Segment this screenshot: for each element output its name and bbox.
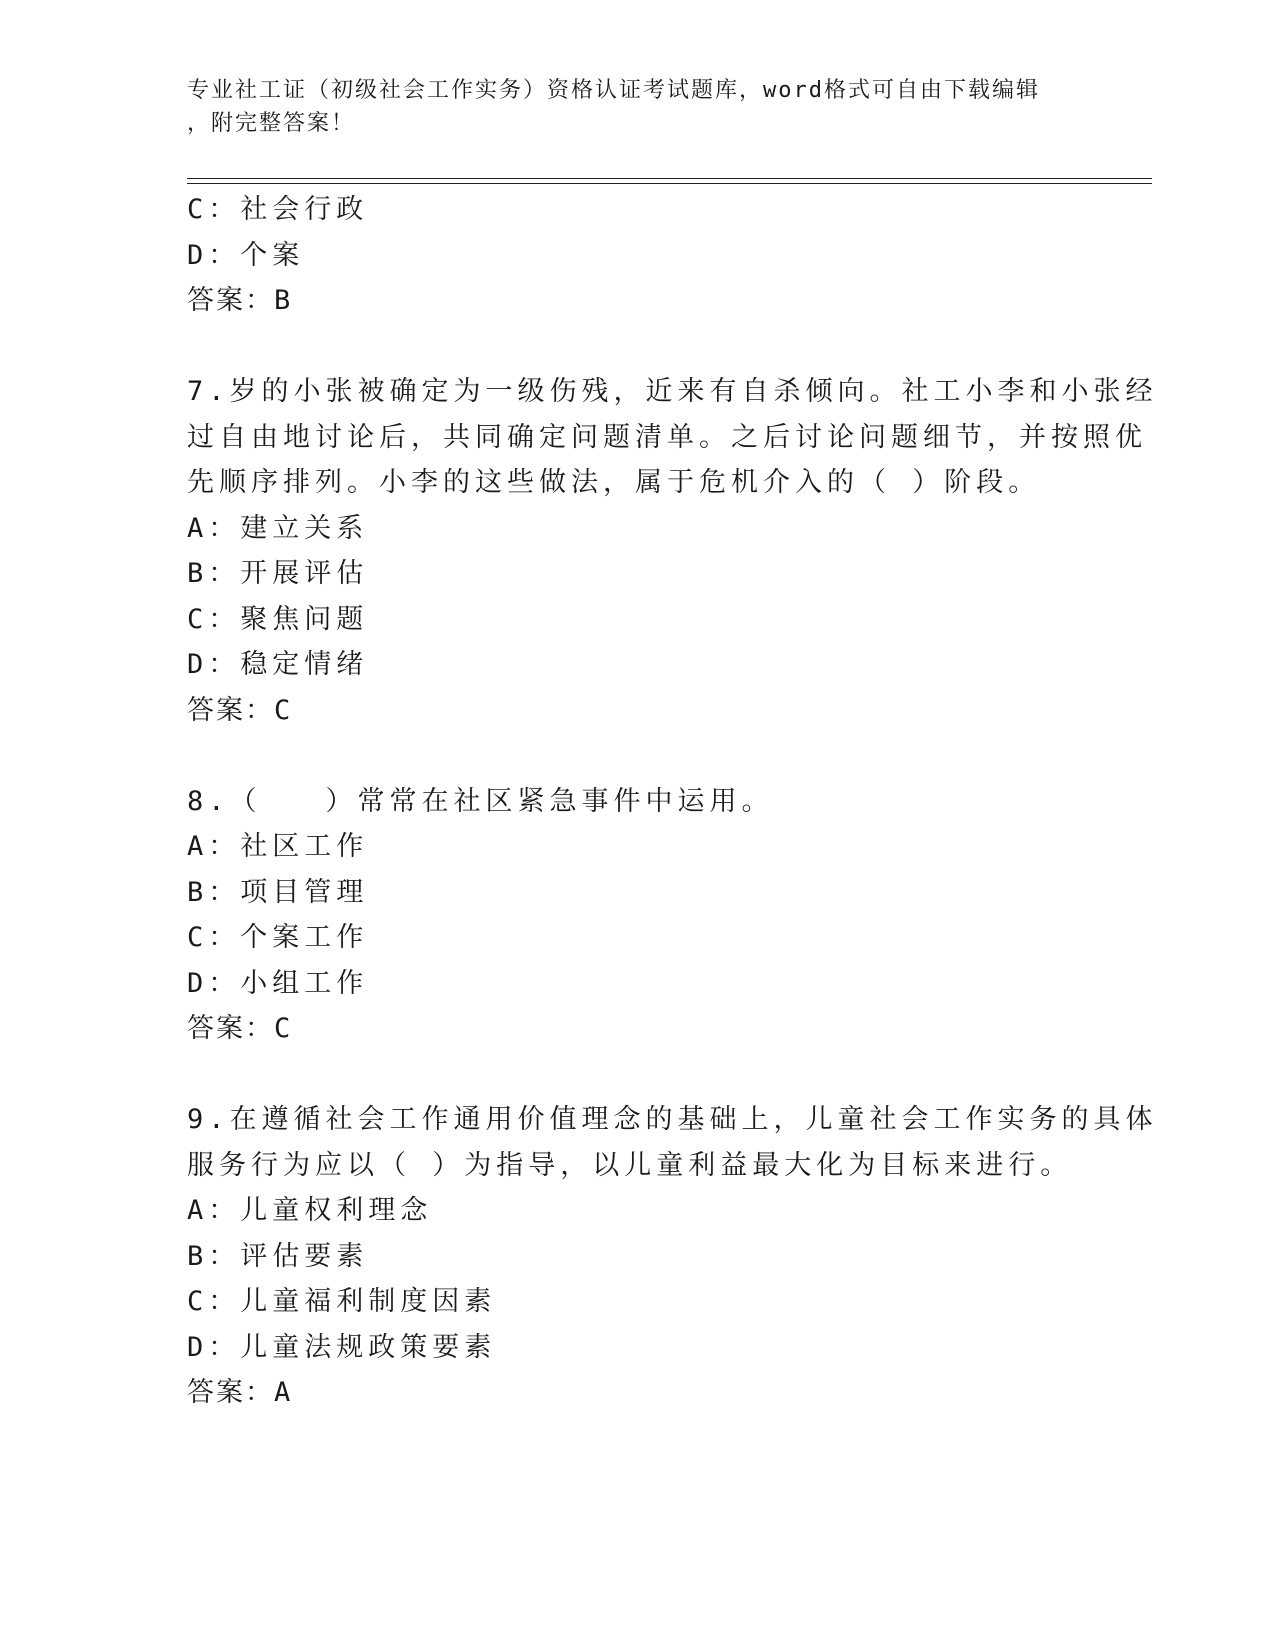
header-line-1: 专业社工证（初级社会工作实务）资格认证考试题库，word格式可自由下载编辑 bbox=[187, 78, 1040, 103]
option-b: B：开展评估 bbox=[187, 558, 369, 589]
prev-question bbox=[187, 187, 1087, 324]
option-a: A：社区工作 bbox=[187, 831, 369, 862]
option-d: D：儿童法规政策要素 bbox=[187, 1331, 497, 1363]
answer: 答案：C bbox=[187, 1013, 293, 1044]
question-7 bbox=[187, 369, 1158, 733]
spacer bbox=[187, 324, 1087, 370]
option-b: B：评估要素 bbox=[187, 1240, 369, 1272]
answer: 答案：B bbox=[187, 285, 293, 316]
option-c: C：儿童福利制度因素 bbox=[187, 1286, 497, 1317]
header-line-2: ，附完整答案！ bbox=[187, 111, 356, 136]
question-9 bbox=[187, 1097, 1158, 1416]
header-divider-bottom bbox=[187, 183, 1152, 184]
option-d: D：稳定情绪 bbox=[187, 649, 369, 680]
option-c: C：聚焦问题 bbox=[187, 603, 369, 635]
question-content bbox=[187, 187, 1158, 1416]
question-stem-line: 9.在遵循社会工作通用价值理念的基础上，儿童社会工作实务的具体 bbox=[187, 1104, 1158, 1135]
option-a: A：儿童权利理念 bbox=[187, 1195, 433, 1226]
spacer bbox=[187, 1052, 1087, 1098]
option-d: D：个案 bbox=[187, 239, 305, 271]
question-stem-line: 过自由地讨论后，共同确定问题清单。之后讨论问题细节，并按照优 bbox=[187, 421, 1147, 453]
option-d: D：小组工作 bbox=[187, 967, 369, 999]
question-stem-line: 服务行为应以（ ）为指导，以儿童利益最大化为目标来进行。 bbox=[187, 1149, 1073, 1181]
option-c: C：社会行政 bbox=[187, 194, 369, 225]
option-b: B：项目管理 bbox=[187, 876, 369, 908]
question-8 bbox=[187, 779, 1087, 1052]
spacer bbox=[187, 733, 1087, 779]
answer: 答案：A bbox=[187, 1377, 293, 1408]
option-a: A：建立关系 bbox=[187, 512, 369, 544]
header-divider-top bbox=[187, 178, 1152, 179]
question-stem-line: 8.（ ）常常在社区紧急事件中运用。 bbox=[187, 785, 774, 817]
option-c: C：个案工作 bbox=[187, 922, 369, 953]
answer: 答案：C bbox=[187, 694, 293, 726]
document-header bbox=[187, 74, 1087, 140]
question-stem-line: 先顺序排列。小李的这些做法，属于危机介入的（ ）阶段。 bbox=[187, 467, 1041, 498]
question-stem-line: 7.岁的小张被确定为一级伤残，近来有自杀倾向。社工小李和小张经 bbox=[187, 376, 1158, 407]
